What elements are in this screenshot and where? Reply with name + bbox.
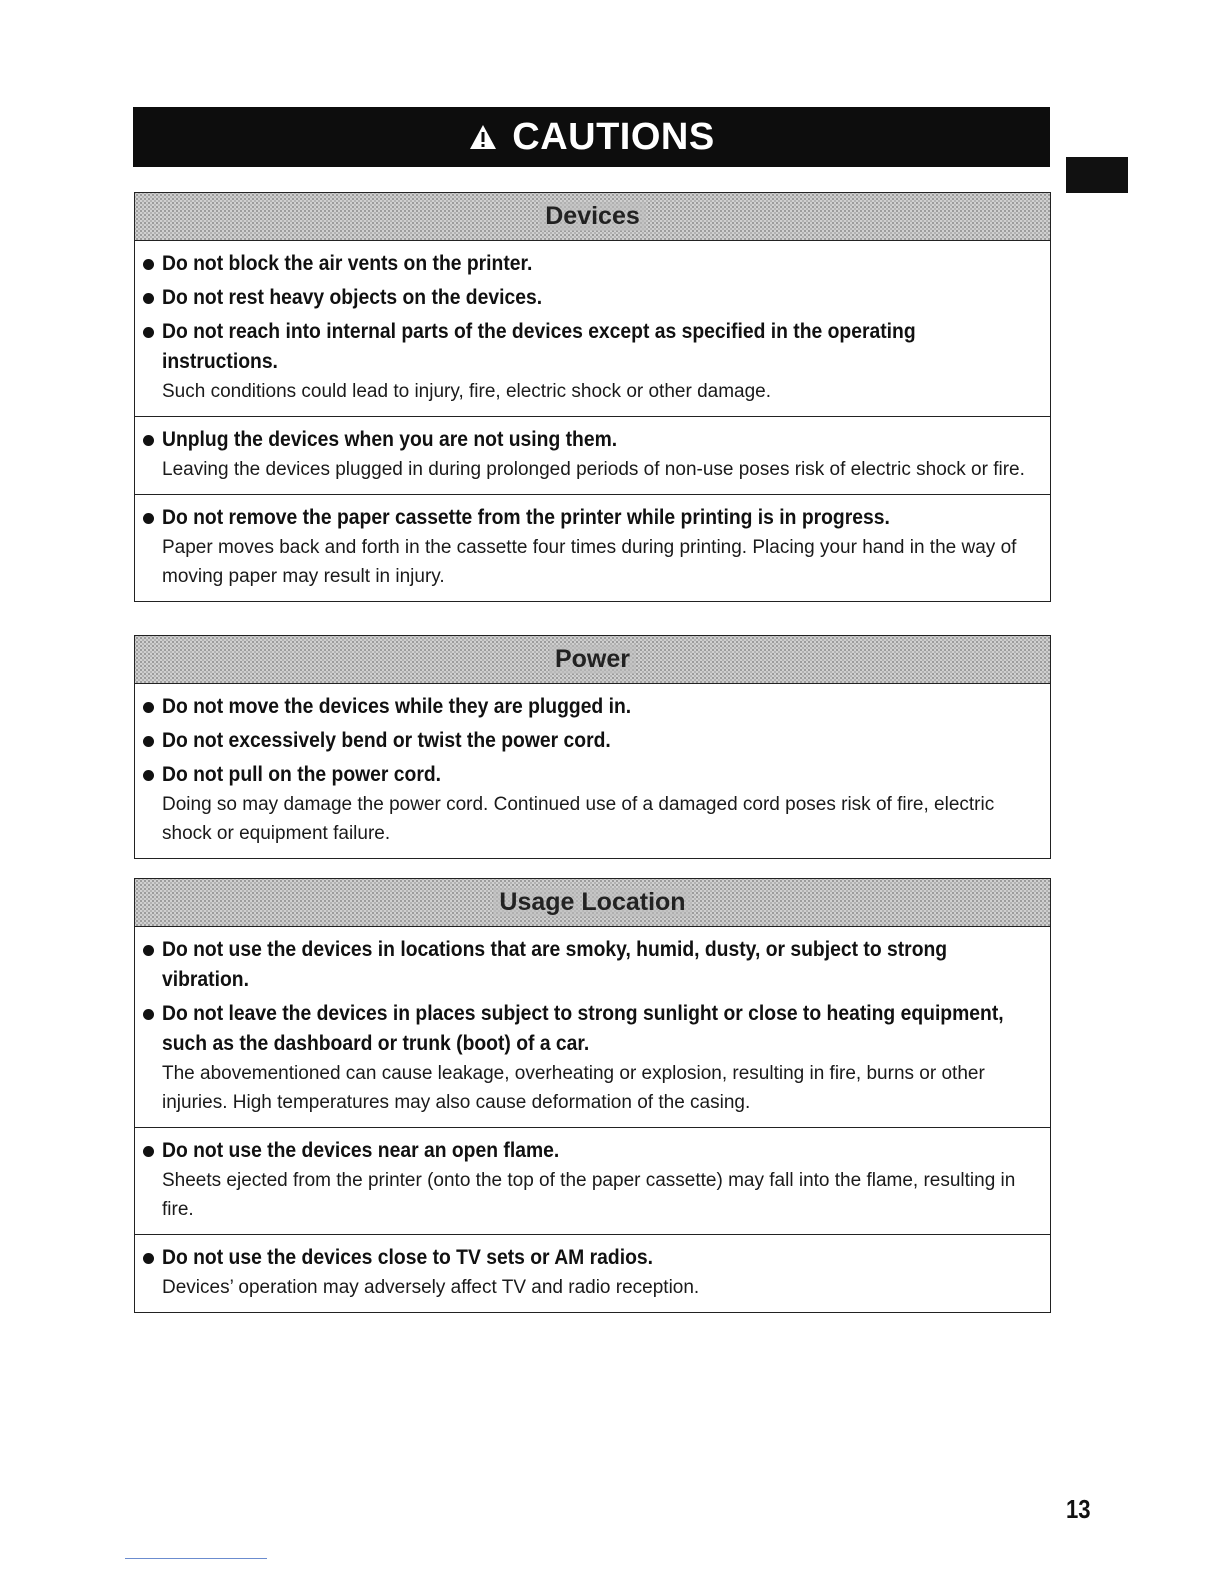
caution-title: Do not excessively bend or twist the power cord. xyxy=(162,729,611,752)
caution-description: Such conditions could lead to injury, fire, electric shock or other damage. xyxy=(162,381,772,402)
caution-group xyxy=(135,1234,1050,1312)
bullet-icon xyxy=(143,259,154,270)
caution-title: Do not remove the paper cassette from the printer while printing is in progress. xyxy=(162,506,890,529)
section-usage-location xyxy=(134,878,1051,1313)
caution-description: The abovementioned can cause leakage, overheating or explosion, resulting in fire, burns or other injuries. High temperatures may also cause deformation of the casing. xyxy=(162,1063,985,1113)
caution-title: Do not leave the devices in places subject to strong sunlight or close to heating equipment, such as the dashboard or trunk (boot) of a car. xyxy=(162,1002,1004,1055)
caution-title: Do not rest heavy objects on the devices. xyxy=(162,286,543,309)
bullet-icon xyxy=(143,770,154,781)
bullet-icon xyxy=(143,1146,154,1157)
caution-item xyxy=(135,692,1050,722)
caution-description: Devices’ operation may adversely affect TV and radio reception. xyxy=(162,1277,700,1298)
section-index-tab xyxy=(1066,157,1128,193)
cautions-header-bar xyxy=(133,107,1050,167)
section-header xyxy=(135,636,1050,684)
caution-title: Do not use the devices close to TV sets or AM radios. xyxy=(162,1246,653,1269)
caution-item xyxy=(135,503,1050,591)
caution-item xyxy=(135,999,1050,1117)
section-title: Usage Location xyxy=(493,888,691,917)
caution-title: Do not pull on the power cord. xyxy=(162,763,442,786)
caution-item xyxy=(135,425,1050,484)
cautions-header xyxy=(468,116,714,159)
bottom-rule xyxy=(125,1558,267,1559)
section-title: Power xyxy=(549,645,636,674)
caution-description: Sheets ejected from the printer (onto the top of the paper cassette) may fall into the flame, resulting in fire. xyxy=(162,1170,1016,1220)
bullet-icon xyxy=(143,945,154,956)
caution-title: Do not use the devices in locations that are smoky, humid, dusty, or subject to strong vibration. xyxy=(162,938,948,991)
caution-title: Do not reach into internal parts of the devices except as specified in the operating instructions. xyxy=(162,320,916,373)
caution-item xyxy=(135,249,1050,279)
caution-description: Leaving the devices plugged in during prolonged periods of non-use poses risk of electric shock or fire. xyxy=(162,459,1025,480)
caution-title: Unplug the devices when you are not using them. xyxy=(162,428,618,451)
caution-group xyxy=(135,927,1050,1127)
caution-title: Do not move the devices while they are plugged in. xyxy=(162,695,632,718)
section-header xyxy=(135,193,1050,241)
caution-item xyxy=(135,1136,1050,1224)
caution-item xyxy=(135,726,1050,756)
caution-item xyxy=(135,760,1050,848)
caution-title: Do not block the air vents on the printer. xyxy=(162,252,533,275)
bullet-icon xyxy=(143,513,154,524)
caution-item xyxy=(135,317,1050,406)
page-title: CAUTIONS xyxy=(512,115,715,158)
bullet-icon xyxy=(143,1253,154,1264)
section-devices xyxy=(134,192,1051,602)
caution-item xyxy=(135,283,1050,313)
bullet-icon xyxy=(143,702,154,713)
warning-triangle-icon xyxy=(468,123,498,151)
caution-group xyxy=(135,1127,1050,1234)
page-number: 13 xyxy=(1066,1494,1091,1524)
caution-item xyxy=(135,935,1050,995)
bullet-icon xyxy=(143,736,154,747)
bullet-icon xyxy=(143,327,154,338)
bullet-icon xyxy=(143,1009,154,1020)
bullet-icon xyxy=(143,293,154,304)
section-power xyxy=(134,635,1051,859)
caution-group xyxy=(135,684,1050,858)
caution-group xyxy=(135,494,1050,601)
caution-group xyxy=(135,416,1050,494)
caution-description: Doing so may damage the power cord. Continued use of a damaged cord poses risk of fire, electric shock or equipment failure. xyxy=(162,794,995,844)
section-header xyxy=(135,879,1050,927)
caution-item xyxy=(135,1243,1050,1302)
caution-group xyxy=(135,241,1050,416)
caution-description: Paper moves back and forth in the cassette four times during printing. Placing your hand in the way of moving paper may result in injury. xyxy=(162,537,1017,587)
bullet-icon xyxy=(143,435,154,446)
section-title: Devices xyxy=(539,202,646,231)
caution-title: Do not use the devices near an open flame. xyxy=(162,1139,560,1162)
